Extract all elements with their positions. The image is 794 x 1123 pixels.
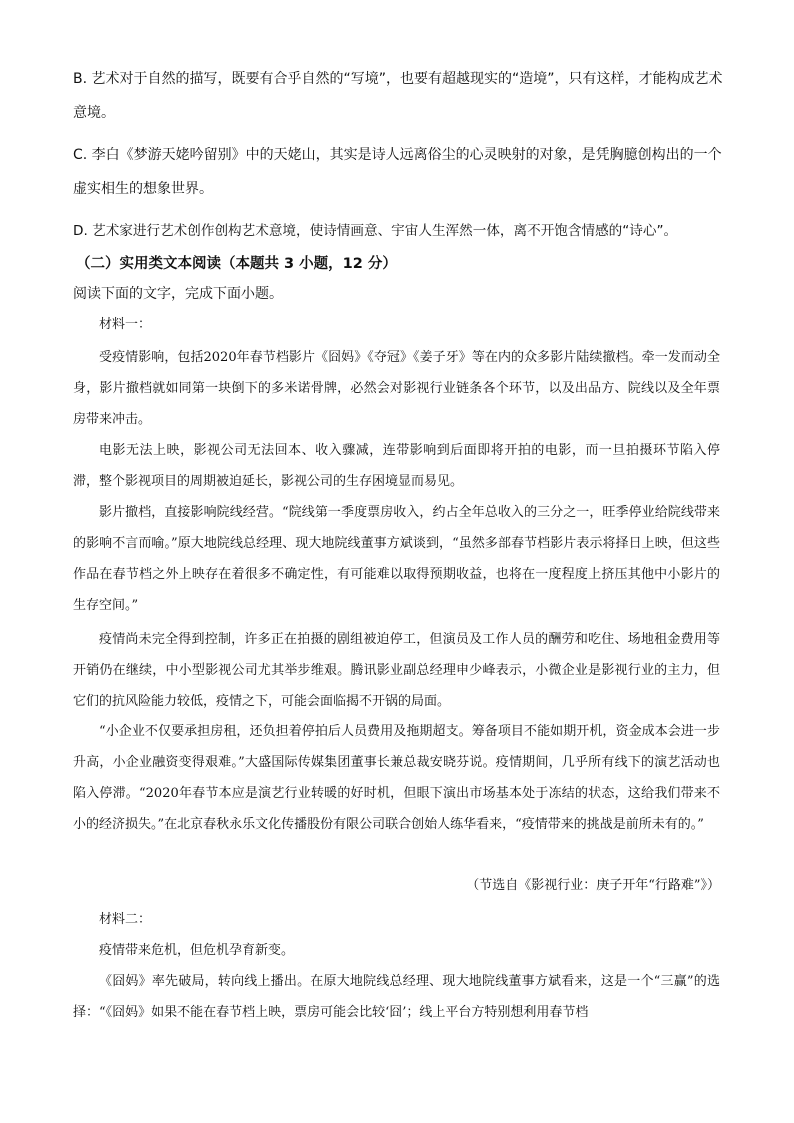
option-d: D. 艺术家进行艺术创作创构艺术意境，使诗情画意、宇宙人生浑然一体，离不开饱含情感的“诗心”。 — [73, 223, 678, 239]
material-1-paragraph-3: 影片撤档，直接影响院线经营。“院线第一季度票房收入，约占全年总收入的三分之一，旺季停业给院线带来的影响不言而喻。”原大地院线总经理、现大地院线董事方斌谈到，“虽然多部春节档影片表示将择日上映，但这些作品在春节档之外上映存在着很多不确定性，有可能难以取得预期收益，也将在一度程度上挤压其他中小影片的生存空间。” — [73, 505, 720, 613]
option-c: C. 李白《梦游天姥吟留别》中的天姥山，其实是诗人远离俗尘的心灵映射的对象，是凭胸臆创构出的一个虚实相生的想象世界。 — [73, 147, 722, 197]
material-2-label: 材料二： — [99, 912, 152, 927]
material-2-paragraph-1: 疫情带来危机，但危机孕育新变。 — [99, 943, 295, 958]
material-1-paragraph-1: 受疫情影响，包括2020年春节档影片《囧妈》《夺冠》《姜子牙》等在内的众多影片陆续撤档。牵一发而动全身，影片撤档就如同第一块倒下的多米诺骨牌，必然会对影视行业链条各个环节，以及出品方、院线以及全年票房带来冲击。 — [73, 350, 720, 427]
option-b: B. 艺术对于自然的描写，既要有合乎自然的“写境”，也要有超越现实的“造境”，只有这样，才能构成艺术意境。 — [73, 71, 723, 121]
material-1-label: 材料一： — [99, 317, 152, 332]
material-1-paragraph-2: 电影无法上映，影视公司无法回本、收入骤减，连带影响到后面即将开拍的电影，而一旦拍摄环节陷入停滞，整个影视项目的周期被迫延长，影视公司的生存困境显而易见。 — [73, 443, 720, 489]
reading-instruction: 阅读下面的文字，完成下面小题。 — [73, 286, 283, 302]
material-1-source: （节选自《影视行业：庚子开年“行路难”》） — [466, 878, 720, 893]
material-1-paragraph-5: “小企业不仅要承担房租，还负担着停拍后人员费用及拖期超支。筹备项目不能如期开机，资金成本会进一步升高，小企业融资变得艰难。”大盛国际传媒集团董事长兼总裁安晓芬说。疫情期间，几乎所有线下的演艺活动也陷入停滞。“2020年春节本应是演艺行业转暖的好时机，但眼下演出市场基本处于冻结的状态，这给我们带来不小的经济损失。”在北京春秋永乐文化传播股份有限公司联合创始人练华看来，“疫情带来的挑战是前所未有的。” — [73, 724, 720, 832]
material-2-paragraph-2: 《囧妈》率先破局，转向线上播出。在原大地院线总经理、现大地院线董事方斌看来，这是一个“三赢”的选择：“《囧妈》如果不能在春节档上映，票房可能会比较‘囧’；线上平台方特别想利用春节档 — [73, 974, 720, 1020]
section-title: （二）实用类文本阅读（本题共 3 小题，12 分） — [76, 256, 397, 272]
material-1-paragraph-4: 疫情尚未完全得到控制，许多正在拍摄的剧组被迫停工，但演员及工作人员的酬劳和吃住、场地租金费用等开销仍在继续，中小型影视公司尤其举步维艰。腾讯影业副总经理申少峰表示，小微企业是影视行业的主力，但它们的抗风险能力较低，疫情之下，可能会面临揭不开锅的局面。 — [73, 632, 720, 709]
